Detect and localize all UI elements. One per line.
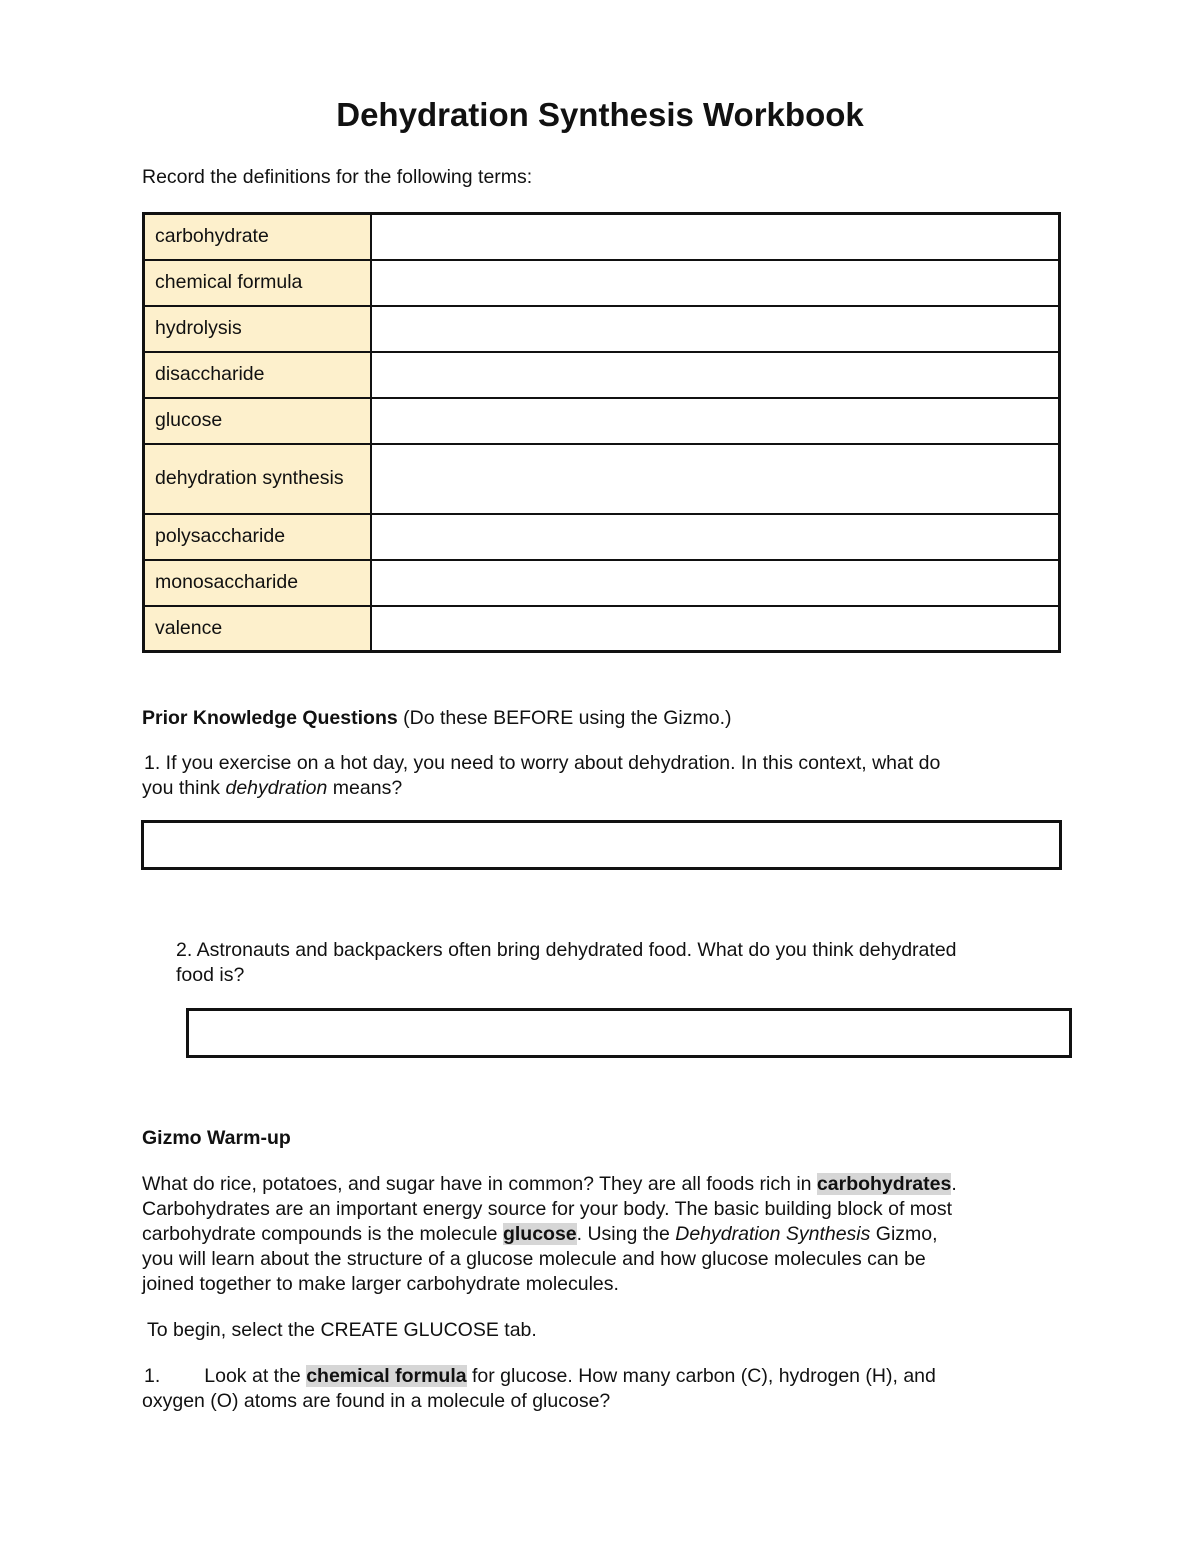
terms-table <box>142 212 1061 653</box>
term-label: dehydration synthesis <box>144 444 372 514</box>
warmup-heading: Gizmo Warm-up <box>142 1127 291 1149</box>
term-label: polysaccharide <box>144 514 372 560</box>
definition-field[interactable] <box>371 398 1060 444</box>
term-label: hydrolysis <box>144 306 372 352</box>
term-label: monosaccharide <box>144 560 372 606</box>
term-label: carbohydrate <box>144 214 372 260</box>
warmup-line-5: joined together to make larger carbohydrate molecules. <box>142 1273 619 1295</box>
table-row <box>144 352 1060 398</box>
warmup-line-4: you will learn about the structure of a glucose molecule and how glucose molecules can be <box>142 1248 926 1270</box>
definition-field[interactable] <box>371 444 1060 514</box>
warmup-question-1-line-1: 1. Look at the chemical formula for glucose. How many carbon (C), hydrogen (H), and <box>144 1365 936 1387</box>
question-1-line-2: you think dehydration means? <box>142 777 403 799</box>
warmup-line-1: What do rice, potatoes, and sugar have in common? They are all foods rich in carbohydrates. <box>142 1173 957 1195</box>
definition-field[interactable] <box>371 352 1060 398</box>
intro-text: Record the definitions for the following terms: <box>142 166 533 188</box>
section-heading: Prior Knowledge Questions <box>142 707 398 729</box>
table-row <box>144 398 1060 444</box>
definition-field[interactable] <box>371 214 1060 260</box>
term-label: glucose <box>144 398 372 444</box>
highlighted-term: chemical formula <box>306 1365 467 1387</box>
definition-field[interactable] <box>371 306 1060 352</box>
question-2-line-1: 2. Astronauts and backpackers often bring dehydrated food. What do you think dehydrated <box>176 939 957 961</box>
definition-field[interactable] <box>371 514 1060 560</box>
table-row <box>144 444 1060 514</box>
table-row <box>144 606 1060 652</box>
answer-box-question-2[interactable] <box>186 1008 1072 1058</box>
question-1-line-1: 1. If you exercise on a hot day, you need to worry about dehydration. In this context, what do <box>144 752 941 774</box>
warmup-question-1-line-2: oxygen (O) atoms are found in a molecule of glucose? <box>142 1390 611 1412</box>
table-row <box>144 560 1060 606</box>
table-row <box>144 514 1060 560</box>
definition-field[interactable] <box>371 560 1060 606</box>
term-label: disaccharide <box>144 352 372 398</box>
warmup-line-2: Carbohydrates are an important energy source for your body. The basic building block of most <box>142 1198 953 1220</box>
section-note: (Do these BEFORE using the Gizmo.) <box>403 707 732 729</box>
page-title: Dehydration Synthesis Workbook <box>336 96 864 133</box>
term-label: chemical formula <box>144 260 372 306</box>
highlighted-term: carbohydrates <box>816 1173 952 1195</box>
table-row <box>144 306 1060 352</box>
table-row <box>144 260 1060 306</box>
prior-knowledge-heading <box>142 706 732 731</box>
question-2-line-2: food is? <box>176 964 245 986</box>
definition-field[interactable] <box>371 606 1060 652</box>
warmup-line-3: carbohydrate compounds is the molecule glucose. Using the Dehydration Synthesis Gizmo, <box>142 1223 938 1245</box>
table-row <box>144 214 1060 260</box>
begin-instruction: To begin, select the CREATE GLUCOSE tab. <box>147 1319 537 1341</box>
definition-field[interactable] <box>371 260 1060 306</box>
highlighted-term: glucose <box>502 1223 577 1245</box>
term-label: valence <box>144 606 372 652</box>
answer-box-question-1[interactable] <box>141 820 1062 870</box>
